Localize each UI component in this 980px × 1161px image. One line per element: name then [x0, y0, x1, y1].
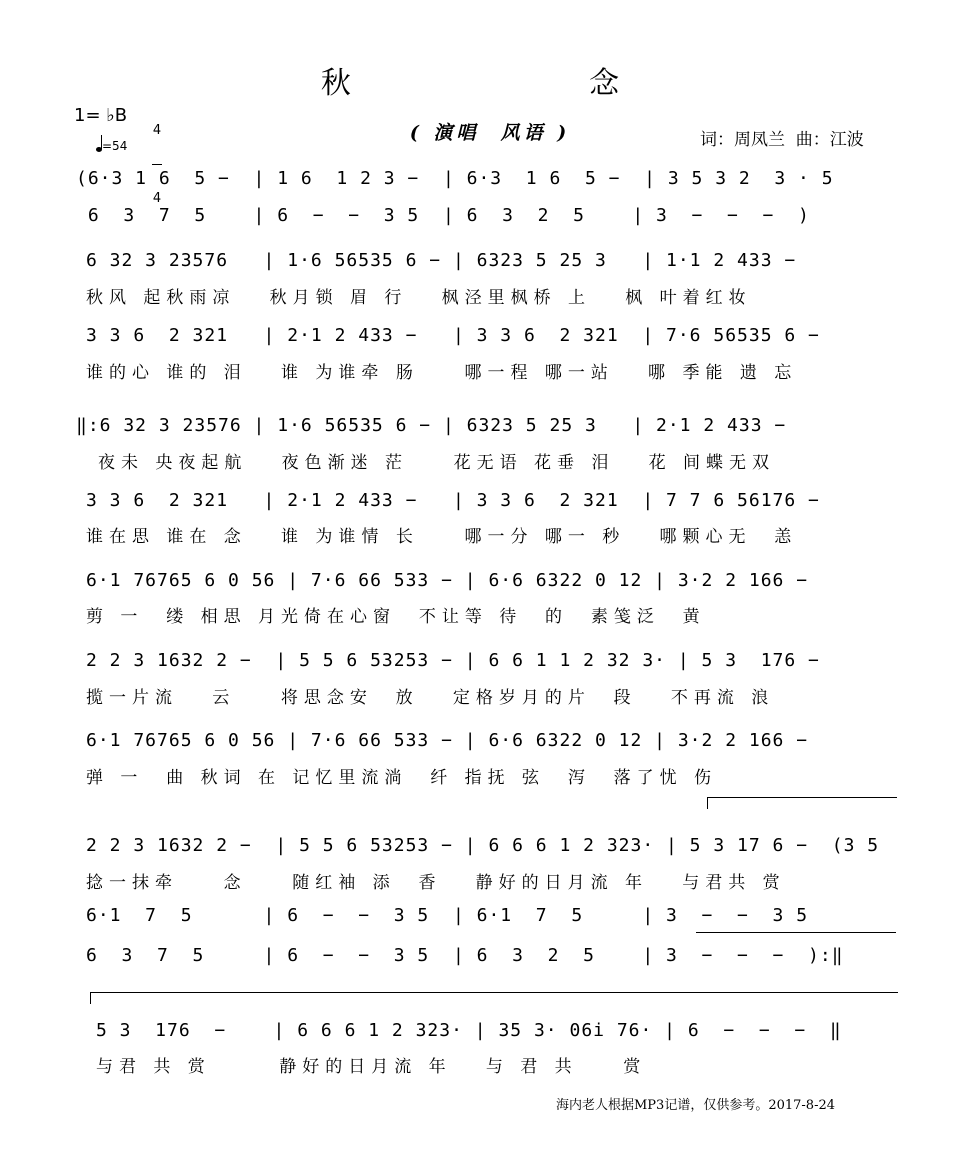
notes-line-11: 6·1 7 5 | 6 − − 3 5 | 6·1 7 5 | 3 − − 3 5: [86, 905, 809, 926]
lyrics-line-10: 捻一抹牵 念 随红袖 添 香 静好的日月流 年 与君共 赏: [86, 873, 786, 893]
volta-2-bar: [90, 992, 91, 1004]
lyrics-line-9: 弹 一 曲 秋词 在 记忆里流淌 纤 指抚 弦 泻 落了忧 伤: [86, 768, 718, 788]
lyrics-line-5: 夜未 央夜起航 夜色渐迷 茫 花无语 花垂 泪 花 间蝶无双: [98, 453, 776, 473]
lyrics-line-4: 谁的心 谁的 泪 谁 为谁牵 肠 哪一程 哪一站 哪 季能 遗 忘: [86, 363, 798, 383]
notes-line-13: 5 3 176 − | 6 6 6 1 2 323· | 35 3· 06i 76· | 6 − − − ‖: [96, 1020, 842, 1041]
notes-line-5: ‖:6 32 3 23576 | 1·6 56535 6 − | 6323 5 25 3 | 2·1 2 433 −: [76, 415, 787, 436]
credits: 词：周凤兰 曲：江波: [700, 130, 864, 150]
volta-2-bracket: [90, 992, 898, 993]
tempo-value: =54: [102, 139, 128, 153]
song-title: 秋 念: [320, 66, 660, 101]
lyrics-line-3: 秋风 起秋雨凉 秋月锁 眉 行 枫泾里枫桥 上 枫 叶着红妆: [86, 288, 752, 308]
quarter-note-icon: [96, 147, 102, 152]
lyrics-line-6: 谁在思 谁在 念 谁 为谁情 长 哪一分 哪一 秒 哪颗心无 恙: [86, 527, 798, 547]
notes-line-3: 6 32 3 23576 | 1·6 56535 6 − | 6323 5 25 3 | 1·1 2 433 −: [86, 250, 797, 271]
volta-1-bracket: [707, 797, 897, 798]
singer-subtitle: ( 演唱 风语 ): [409, 122, 571, 144]
tempo-mark: [96, 139, 127, 153]
lyrics-line-7: 剪 一 缕 相思 月光倚在心窗 不让等 待 的 素笺泛 黄: [86, 607, 706, 627]
time-top: 4: [152, 123, 162, 138]
notes-line-2: 6 3 7 5 | 6 − − 3 5 | 6 3 2 5 | 3 − − − ): [76, 205, 810, 226]
volta-1-bar: [707, 797, 708, 809]
transcription-note: 海内老人根据MP3记谱，仅供参考。2017-8-24: [556, 1098, 836, 1113]
notes-line-4: 3 3 6 2 321 | 2·1 2 433 − | 3 3 6 2 321 | 7·6 56535 6 −: [86, 325, 820, 346]
notes-line-1: (6·3 1 6 5 − | 1 6 1 2 3 − | 6·3 1 6 5 − | 3 5 3 2 3 · 5: [76, 168, 834, 189]
lyrics-line-8: 揽一片流 云 将思念安 放 定格岁月的片 段 不再流 浪: [86, 688, 775, 708]
notes-line-9: 6·1 76765 6 0 56 | 7·6 66 533 − | 6·6 6322 0 12 | 3·2 2 166 −: [86, 730, 809, 751]
ending-rule: [696, 932, 896, 933]
lyrics-line-13: 与君 共 赏 静好的日月流 年 与 君 共 赏: [96, 1057, 647, 1077]
time-bottom: 4: [152, 191, 162, 206]
time-signature: [152, 98, 162, 218]
notes-line-10: 2 2 3 1632 2 − | 5 5 6 53253 − | 6 6 6 1 2 323· | 5 3 17 6 − (3 5: [86, 835, 880, 856]
key-signature: 1= ♭B: [74, 105, 128, 126]
notes-line-12: 6 3 7 5 | 6 − − 3 5 | 6 3 2 5 | 3 − − − ):‖: [86, 945, 844, 966]
notes-line-7: 6·1 76765 6 0 56 | 7·6 66 533 − | 6·6 6322 0 12 | 3·2 2 166 −: [86, 570, 809, 591]
notes-line-8: 2 2 3 1632 2 − | 5 5 6 53253 − | 6 6 1 1 2 32 3· | 5 3 176 −: [86, 650, 820, 671]
notes-line-6: 3 3 6 2 321 | 2·1 2 433 − | 3 3 6 2 321 | 7 7 6 56176 −: [86, 490, 820, 511]
